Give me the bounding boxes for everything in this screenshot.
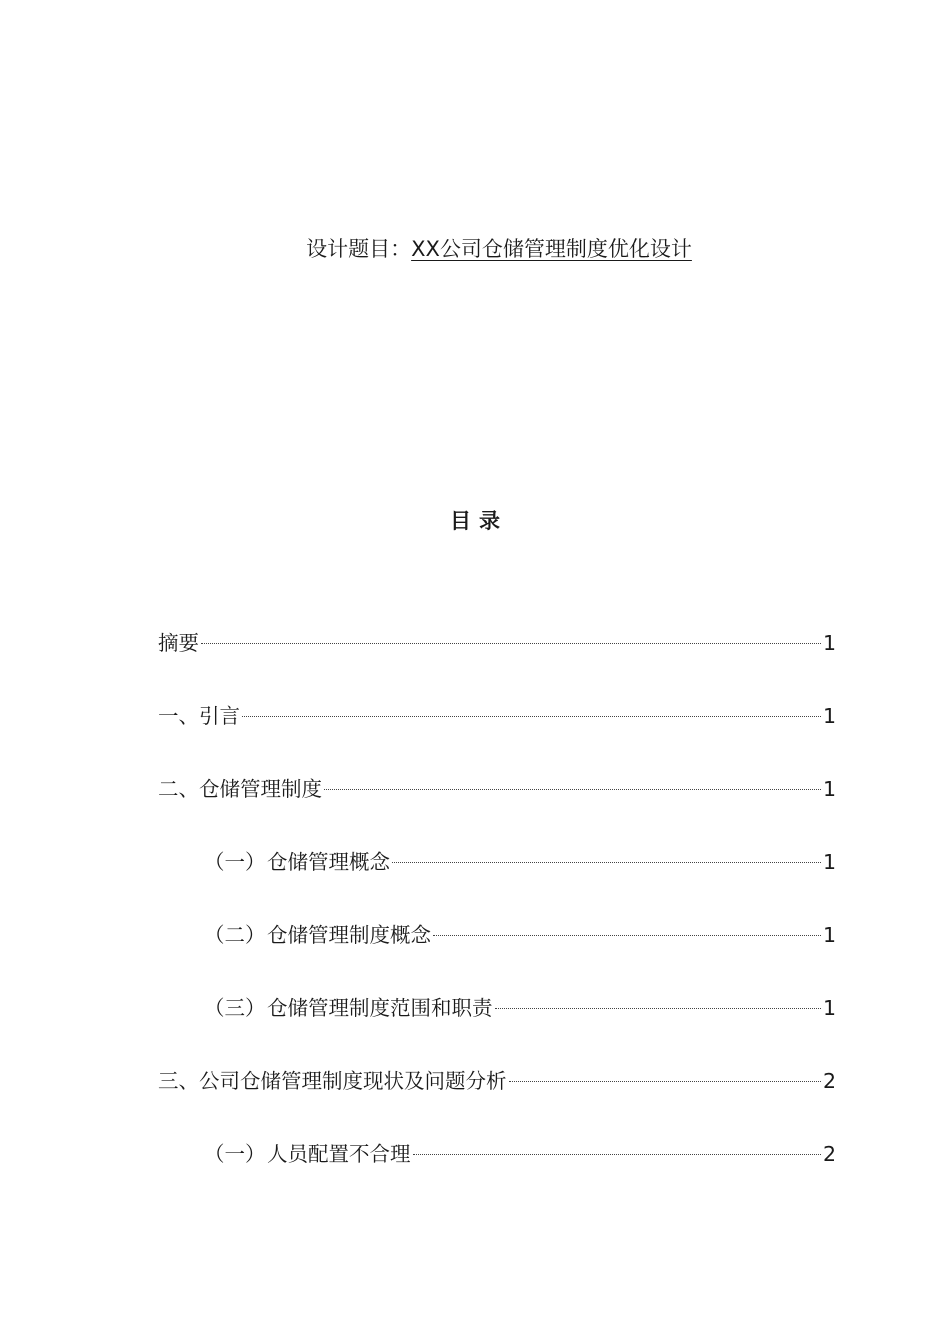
toc-entry-number: （三） [204, 996, 266, 1020]
toc-entry-management-concept[interactable] [204, 845, 836, 879]
toc-leader-dots [509, 1081, 821, 1082]
toc-entry-number: （一） [204, 850, 266, 874]
toc-entry-title: 仓储管理概念 [267, 850, 390, 874]
toc-entry-title: 仓储管理制度概念 [267, 923, 431, 947]
toc-entry-title: 公司仓储管理制度现状及问题分析 [199, 1069, 507, 1093]
toc-page-number: 2 [822, 1142, 836, 1166]
toc-entry-number: 一、 [158, 704, 199, 728]
toc-entry-title: 仓储管理制度 [199, 777, 322, 801]
toc-entry-warehouse-system[interactable] [158, 772, 836, 806]
toc-entry-number: （二） [204, 923, 266, 947]
toc-leader-dots [201, 643, 821, 644]
toc-leader-dots [242, 716, 821, 717]
toc-heading [0, 504, 950, 538]
toc-entry-system-concept[interactable] [204, 918, 836, 952]
toc-leader-dots [433, 935, 821, 936]
toc-entry-title: 仓储管理制度范围和职责 [267, 996, 493, 1020]
toc-page-number: 1 [822, 631, 836, 655]
toc-entry-title: 摘要 [158, 631, 199, 655]
design-title-topic: XX公司仓储管理制度优化设计 [411, 237, 692, 261]
toc-entry-number: （一） [204, 1142, 266, 1166]
toc-entry-number: 三、 [158, 1069, 199, 1093]
toc-leader-dots [392, 862, 821, 863]
toc-entry-introduction[interactable] [158, 699, 836, 733]
toc-heading-char-2: 录 [479, 509, 500, 533]
toc-entry-staffing-issue[interactable] [204, 1137, 836, 1171]
toc-entry-title: 人员配置不合理 [267, 1142, 411, 1166]
toc-heading-char-1: 目 [450, 509, 471, 533]
toc-leader-dots [495, 1008, 821, 1009]
design-title-label: 设计题目： [306, 237, 412, 261]
toc-page-number: 1 [822, 850, 836, 874]
toc-entry-number: 二、 [158, 777, 199, 801]
toc-leader-dots [413, 1154, 821, 1155]
toc-entry-status-analysis[interactable] [158, 1064, 836, 1098]
toc-page-number: 1 [822, 704, 836, 728]
toc-entry-abstract[interactable] [158, 626, 836, 660]
design-title [0, 232, 950, 266]
toc-entry-scope-and-duties[interactable] [204, 991, 836, 1025]
toc-page-number: 1 [822, 777, 836, 801]
toc-leader-dots [324, 789, 821, 790]
toc-entry-title: 引言 [199, 704, 240, 728]
toc-page-number: 2 [822, 1069, 836, 1093]
toc-page-number: 1 [822, 996, 836, 1020]
toc-page-number: 1 [822, 923, 836, 947]
